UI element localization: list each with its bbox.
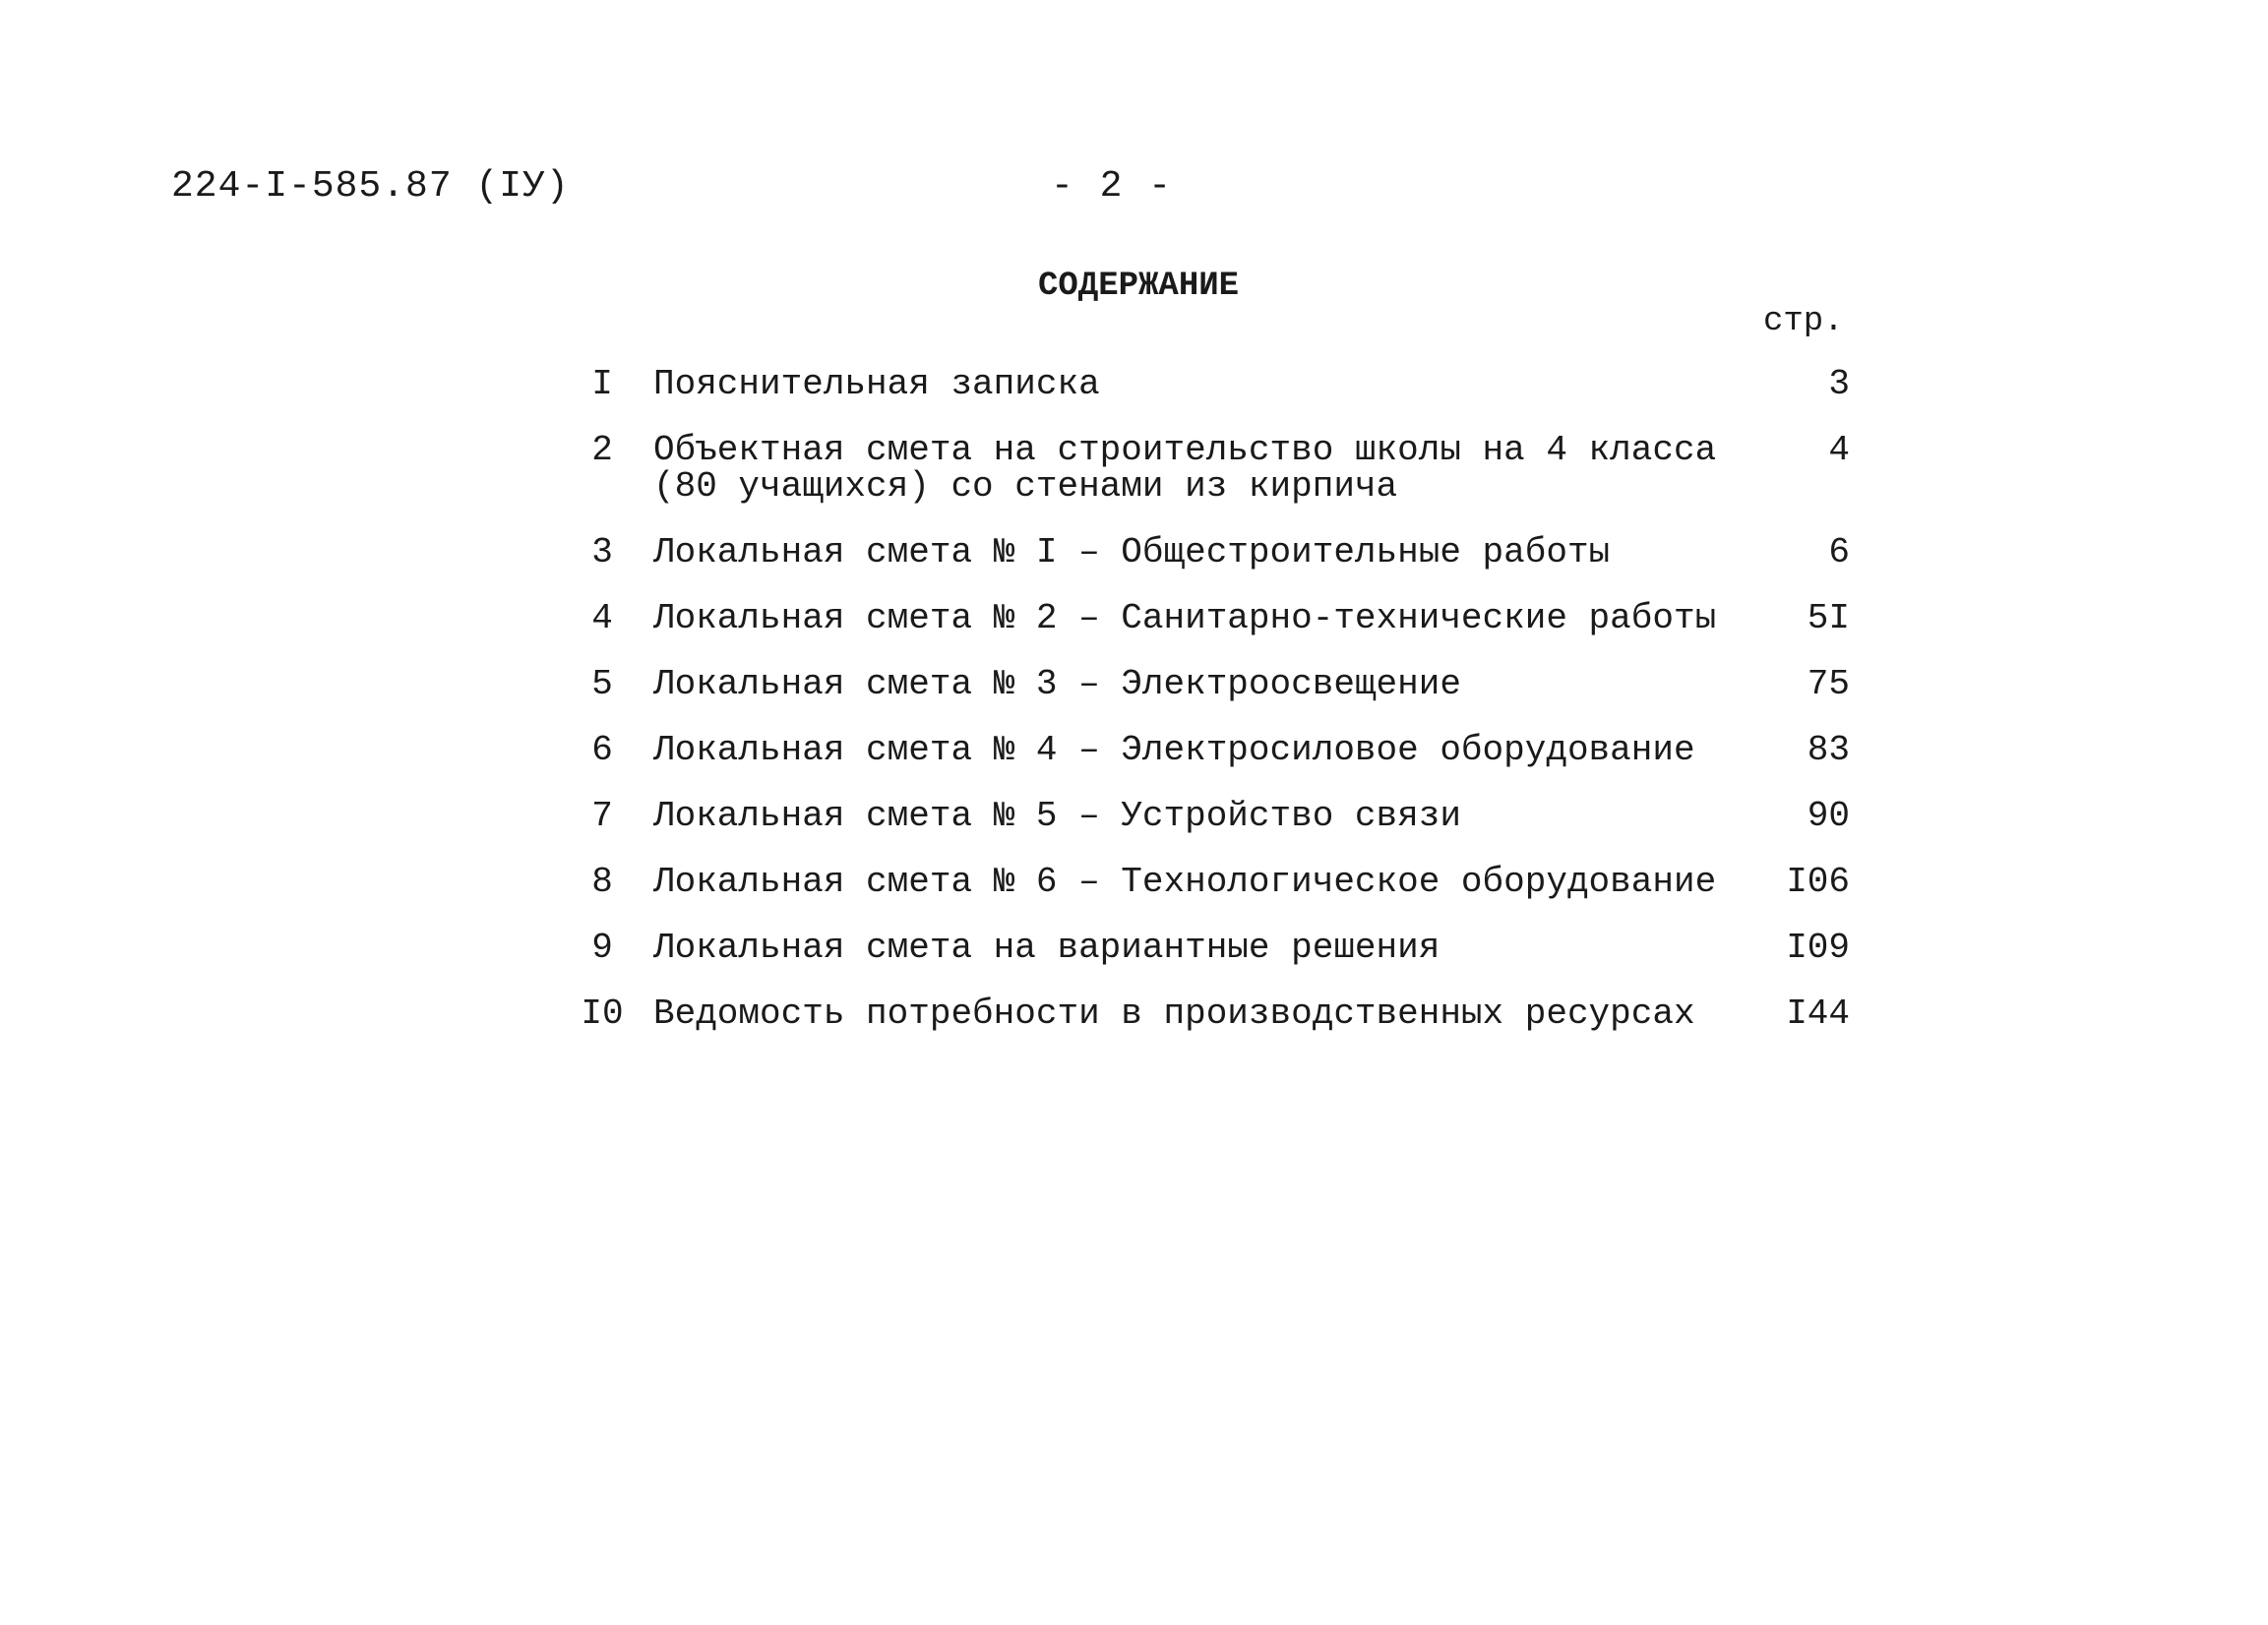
toc-row	[551, 534, 1850, 571]
toc-row-title: Локальная смета № 4 – Электросиловое оборудование	[653, 730, 1695, 770]
toc-row-page: 4	[1828, 430, 1850, 470]
toc-row-title: Локальная смета № 6 – Технологическое оборудование	[653, 862, 1717, 902]
toc-row-title: Локальная смета № I – Общестроительные работы	[653, 532, 1611, 572]
toc-row-page: I44	[1786, 993, 1850, 1034]
toc-row-number: I	[591, 364, 613, 404]
toc-row-page: I06	[1786, 862, 1850, 902]
toc-row-page: 90	[1807, 796, 1850, 836]
toc-row-number: 8	[591, 862, 613, 902]
toc-row	[551, 864, 1850, 900]
toc-row-number: 5	[591, 664, 613, 704]
toc-row-page: 83	[1807, 730, 1850, 770]
toc-list	[551, 366, 1850, 1061]
toc-row	[551, 930, 1850, 966]
toc-row	[551, 432, 1850, 505]
toc-row-page: I09	[1786, 928, 1850, 968]
toc-row	[551, 995, 1850, 1032]
page-number: - 2 -	[1051, 165, 1174, 208]
toc-row-number: 4	[591, 598, 613, 638]
toc-heading: СОДЕРЖАНИЕ	[1038, 268, 1240, 305]
toc-row-title: Объектная смета на строительство школы на 4 класса (80 учащихся) со стенами из кирпича	[653, 430, 1717, 507]
toc-row-number: 2	[591, 430, 613, 470]
toc-row-number: 7	[591, 796, 613, 836]
toc-row	[551, 366, 1850, 402]
toc-row-title: Локальная смета на вариантные решения	[653, 928, 1440, 968]
toc-row-page: 6	[1828, 532, 1850, 572]
toc-row-page: 3	[1828, 364, 1850, 404]
toc-row-number: 6	[591, 730, 613, 770]
toc-row-number: 3	[591, 532, 613, 572]
toc-row-title: Ведомость потребности в производственных ресурсах	[653, 993, 1695, 1034]
toc-row	[551, 666, 1850, 702]
toc-row-number: I0	[581, 993, 624, 1034]
toc-row	[551, 600, 1850, 636]
toc-row-title: Локальная смета № 3 – Электроосвещение	[653, 664, 1461, 704]
toc-row-title: Пояснительная записка	[653, 364, 1100, 404]
toc-row-number: 9	[591, 928, 613, 968]
toc-row-title: Локальная смета № 5 – Устройство связи	[653, 796, 1461, 836]
toc-row-title: Локальная смета № 2 – Санитарно-технические работы	[653, 598, 1717, 638]
document-code: 224-I-585.87 (IУ)	[171, 165, 570, 208]
toc-row	[551, 732, 1850, 768]
toc-row	[551, 798, 1850, 834]
toc-row-page: 5I	[1807, 598, 1850, 638]
page-column-label: стр.	[1763, 303, 1844, 340]
toc-row-page: 75	[1807, 664, 1850, 704]
